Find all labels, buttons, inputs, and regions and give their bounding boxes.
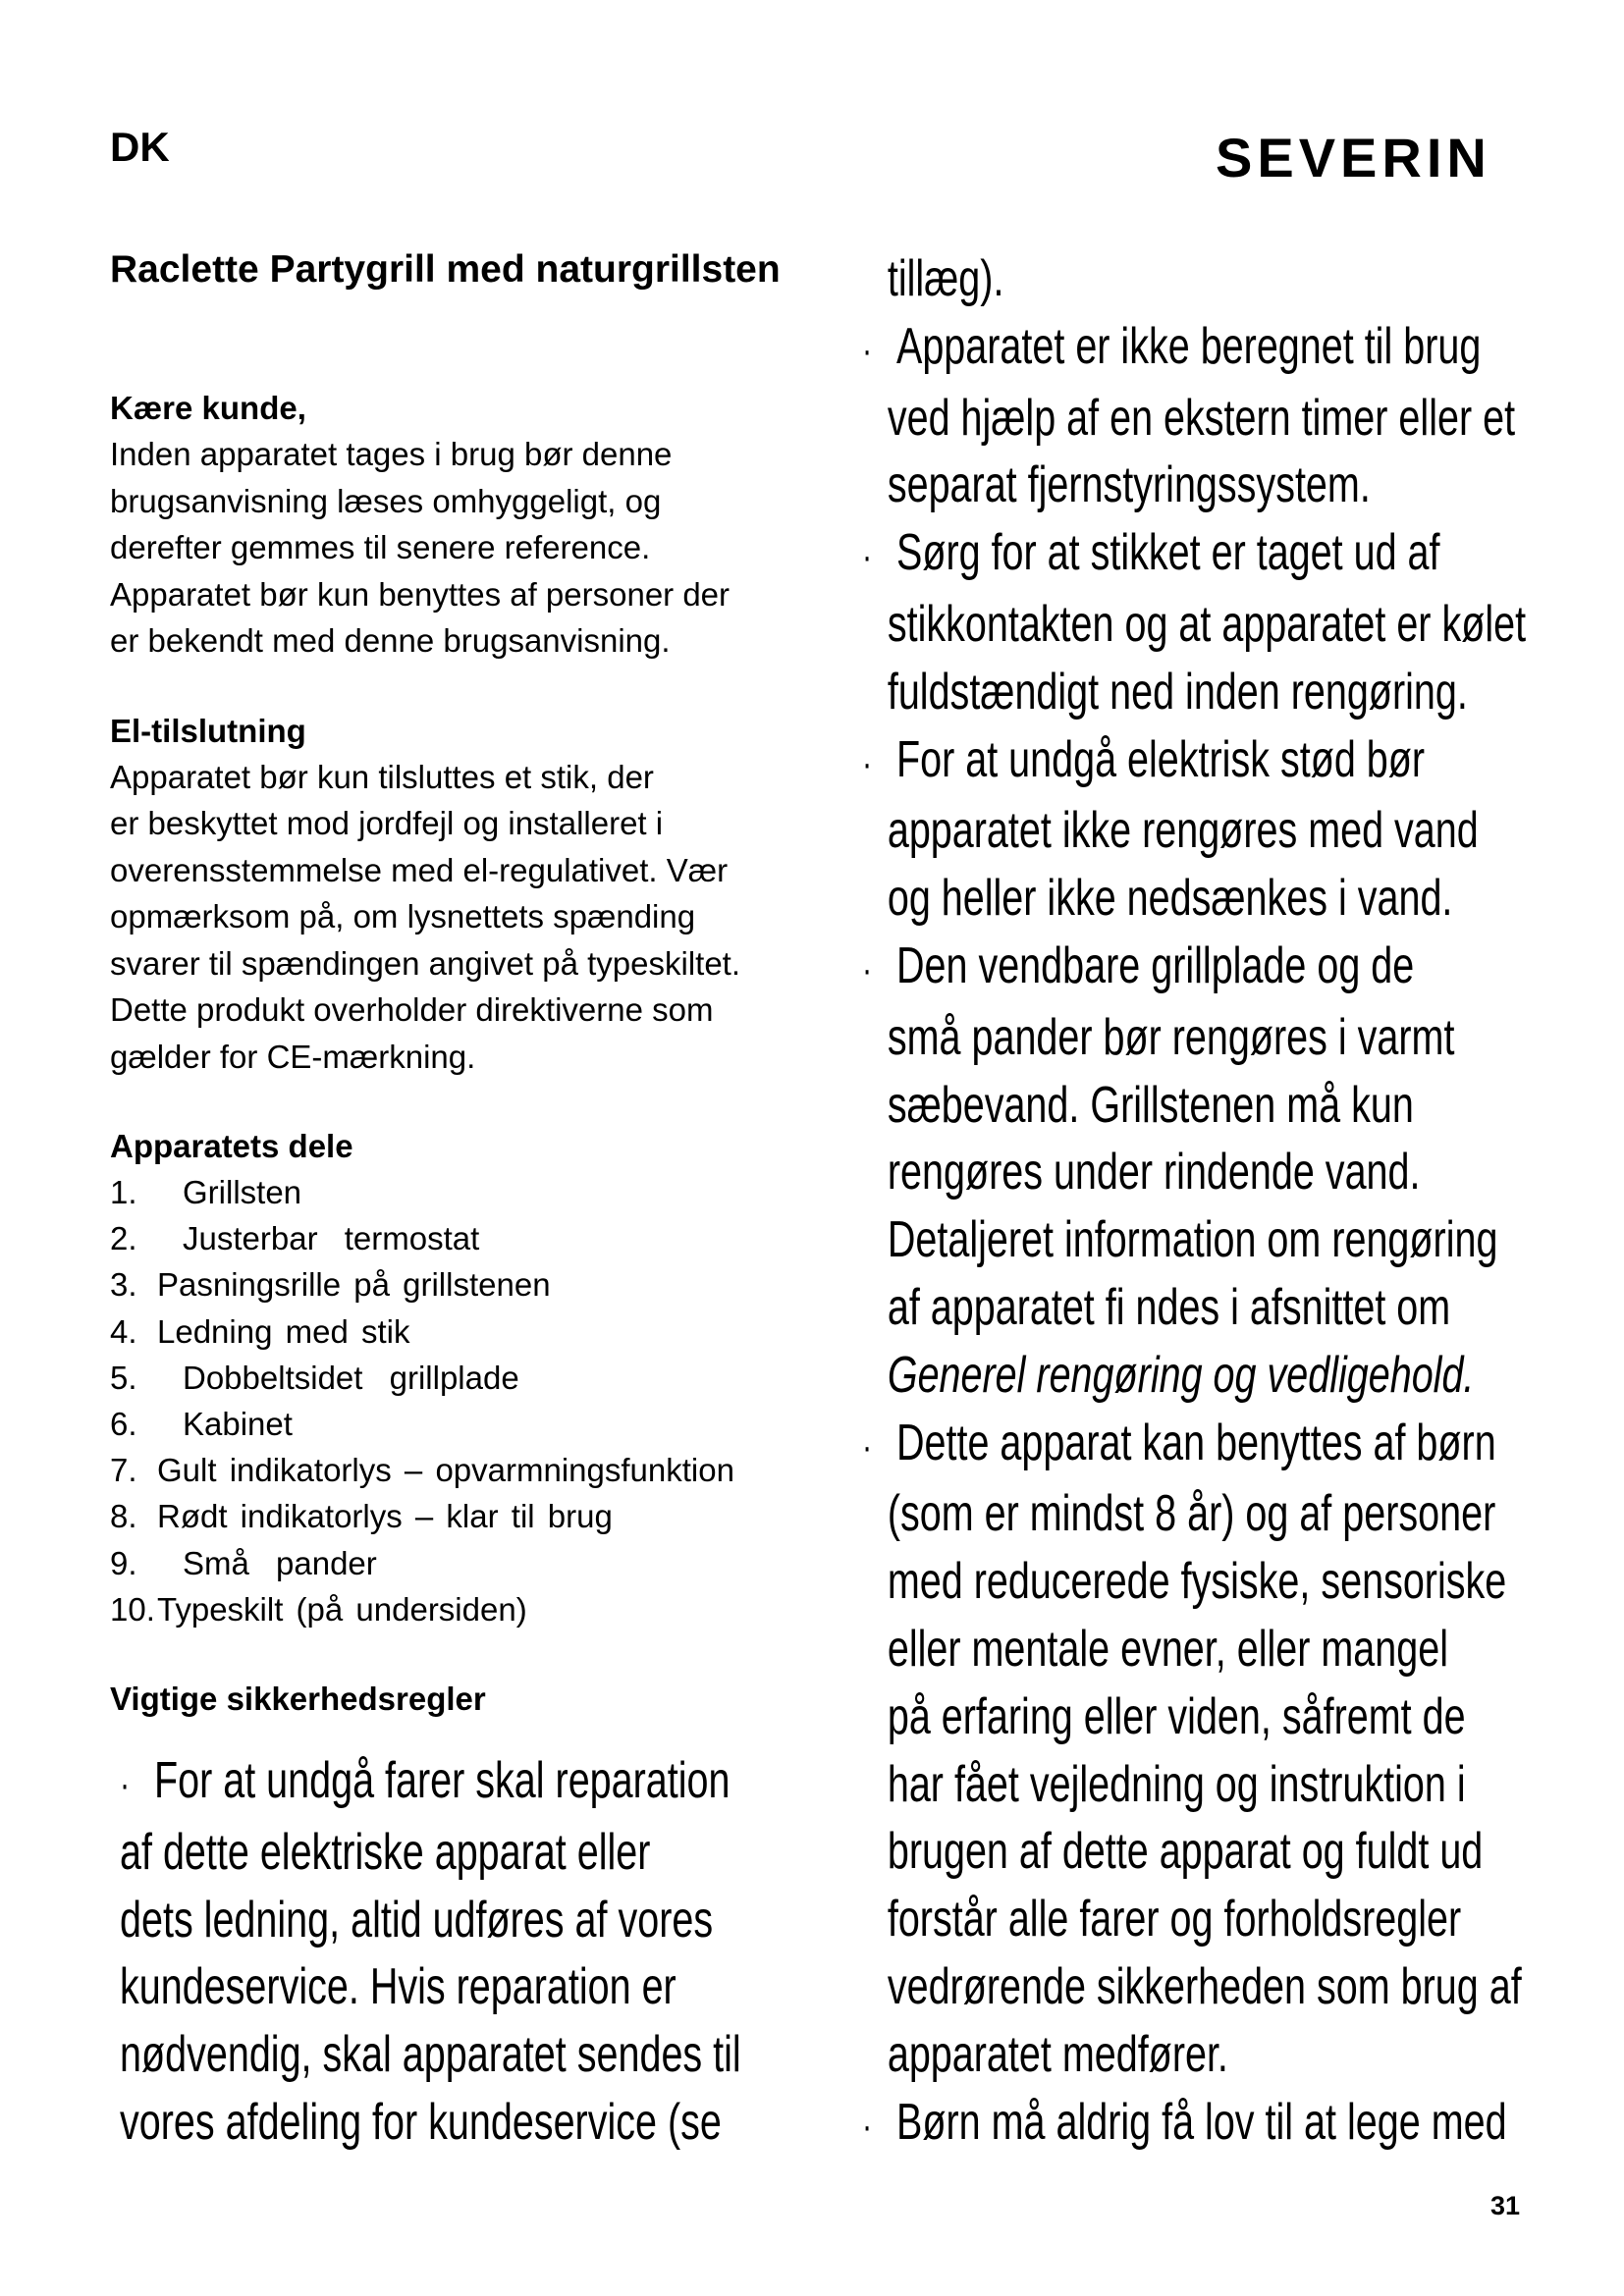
safety-line: brugen af dette apparat og fuldt ud — [887, 1823, 1484, 1881]
electrical-line: opmærksom på, om lysnettets spænding — [110, 898, 696, 934]
list-item — [110, 1308, 817, 1355]
intro-line: brugsanvisning læses omhyggeligt, og — [110, 482, 662, 519]
safety-line-text: Dette apparat kan benyttes af børn — [895, 1414, 1496, 1471]
intro-line: Inden apparatet tages i brug bør denne — [110, 436, 673, 472]
parts-heading: Apparatets dele — [110, 1128, 353, 1164]
safety-line-text: Børn må aldrig få lov til at lege med — [895, 2093, 1507, 2151]
list-text: Dobbeltsidet grillplade — [183, 1359, 519, 1396]
electrical-line: Apparatet bør kun tilsluttes et stik, der — [110, 758, 654, 795]
brand-logo: SEVERIN — [1216, 127, 1491, 188]
list-item — [110, 1261, 817, 1308]
intro-line: er bekendt med denne brugsanvisning. — [110, 622, 671, 659]
safety-line: på erfaring eller viden, såfremt de — [887, 1687, 1466, 1745]
list-text: Pasningsrille på grillstenen — [157, 1266, 551, 1304]
safety-line: med reducerede fysiske, sensoriske — [887, 1553, 1507, 1611]
list-number: 8. — [110, 1498, 137, 1535]
list-item — [110, 1493, 817, 1539]
safety-line-text: Apparatet er ikke beregnet til brug — [895, 317, 1482, 375]
language-code: DK — [110, 124, 170, 170]
safety-line: vedrørende sikkerheden som brug af — [887, 1957, 1522, 2015]
safety-line — [862, 519, 1526, 591]
safety-line: sæbevand. Grillstenen må kun — [887, 1076, 1414, 1134]
safety-line: Detaljeret information om rengøring — [887, 1211, 1498, 1269]
list-item — [110, 1447, 817, 1493]
safety-line: ved hjælp af en ekstern timer eller et — [887, 389, 1516, 447]
safety-heading: Vigtige sikkerhedsregler — [110, 1681, 486, 1718]
safety-line: Generel rengøring og vedligehold. — [887, 1346, 1475, 1404]
list-item — [110, 1355, 817, 1401]
safety-line: fuldstændigt ned inden rengøring. — [887, 663, 1468, 721]
list-text: Ledning med stik — [157, 1312, 410, 1350]
intro-line: derefter gemmes til senere reference. — [110, 529, 651, 565]
safety-line — [862, 726, 1526, 798]
electrical-line: Dette produkt overholder direktiverne som — [110, 991, 714, 1028]
safety-left-text — [120, 1747, 741, 2157]
electrical-line: gælder for CE-mærkning. — [110, 1038, 476, 1075]
safety-line-text: Sørg for at stikket er taget ud af — [895, 524, 1440, 582]
document-title: Raclette Partygrill med naturgrillsten — [110, 248, 781, 291]
safety-line: små pander bør rengøres i varmt — [887, 1008, 1455, 1066]
list-text: Kabinet — [183, 1406, 293, 1443]
list-text: Justerbar termostat — [183, 1220, 480, 1257]
list-item — [110, 1215, 817, 1261]
safety-line — [862, 2089, 1526, 2161]
safety-line: af dette elektriske apparat eller — [120, 1823, 651, 1881]
safety-line-text: Den vendbare grillplade og de — [895, 936, 1415, 994]
bullet-icon: · — [862, 535, 873, 579]
electrical-line: overensstemmelse med el-regulativet. Vær — [110, 851, 729, 888]
intro-line: Apparatet bør kun benyttes af personer der — [110, 575, 731, 613]
list-text: Små pander — [183, 1544, 377, 1581]
safety-line — [862, 313, 1526, 385]
bullet-icon: · — [862, 947, 873, 991]
list-text: Typeskilt (på undersiden) — [157, 1590, 527, 1628]
list-item — [110, 1586, 817, 1632]
safety-right-text — [862, 245, 1526, 2160]
list-number: 2. — [110, 1220, 137, 1257]
safety-line: apparatet medfører. — [887, 2025, 1228, 2083]
list-number: 1. — [110, 1174, 137, 1210]
safety-line: af apparatet fi ndes i afsnittet om — [887, 1278, 1451, 1336]
list-text: Grillsten — [183, 1174, 302, 1210]
list-number: 6. — [110, 1406, 137, 1443]
safety-line: og heller ikke nedsænkes i vand. — [887, 870, 1453, 928]
bullet-icon: · — [862, 2104, 873, 2148]
safety-line: tillæg). — [887, 250, 1004, 307]
electrical-line: svarer til spændingen angivet på typeskiltet. — [110, 944, 741, 982]
safety-line: har fået vejledning og instruktion i — [887, 1755, 1466, 1813]
safety-line: apparatet ikke rengøres med vand — [887, 802, 1479, 860]
bullet-icon: · — [862, 741, 873, 785]
safety-line: nødvendig, skal apparatet sendes til — [120, 2026, 741, 2084]
safety-line: kundeservice. Hvis reparation er — [120, 1958, 677, 2016]
safety-line-text: For at undgå farer skal reparation — [153, 1752, 731, 1809]
list-item — [110, 1169, 817, 1215]
list-number: 5. — [110, 1359, 137, 1396]
bullet-icon: · — [862, 1424, 873, 1468]
electrical-line: er beskyttet mod jordfejl og installeret i — [110, 805, 664, 841]
safety-line: eller mentale evner, eller mangel — [887, 1620, 1448, 1678]
safety-line: separat fjernstyringssystem. — [887, 456, 1371, 514]
safety-line — [120, 1747, 741, 1819]
bullet-icon: · — [120, 1763, 131, 1806]
list-number: 10. — [110, 1590, 155, 1628]
left-column — [110, 385, 817, 1722]
safety-line-text: For at undgå elektrisk stød bør — [895, 730, 1426, 788]
list-number: 7. — [110, 1452, 137, 1489]
safety-line: vores afdeling for kundeservice (se — [120, 2093, 722, 2151]
safety-line: stikkontakten og at apparatet er kølet — [887, 595, 1527, 653]
parts-list — [110, 1169, 817, 1632]
list-text: Rødt indikatorlys – klar til brug — [157, 1498, 613, 1535]
list-number: 4. — [110, 1312, 137, 1350]
page-number: 31 — [1490, 2191, 1521, 2220]
safety-line — [862, 1410, 1526, 1481]
bullet-icon: · — [862, 328, 873, 372]
list-number: 9. — [110, 1544, 137, 1581]
intro-heading: Kære kunde, — [110, 390, 306, 426]
list-text: Gult indikatorlys – opvarmningsfunktion — [157, 1452, 734, 1489]
safety-line: rengøres under rindende vand. — [887, 1144, 1421, 1201]
list-item — [110, 1401, 817, 1447]
list-item — [110, 1540, 817, 1586]
safety-line — [862, 933, 1526, 1004]
safety-line: dets ledning, altid udføres af vores — [120, 1891, 714, 1949]
list-number: 3. — [110, 1266, 137, 1304]
electrical-heading: El-tilslutning — [110, 712, 306, 749]
safety-line: (som er mindst 8 år) og af personer — [887, 1485, 1496, 1543]
safety-line: forstår alle farer og forholdsregler — [887, 1891, 1462, 1949]
